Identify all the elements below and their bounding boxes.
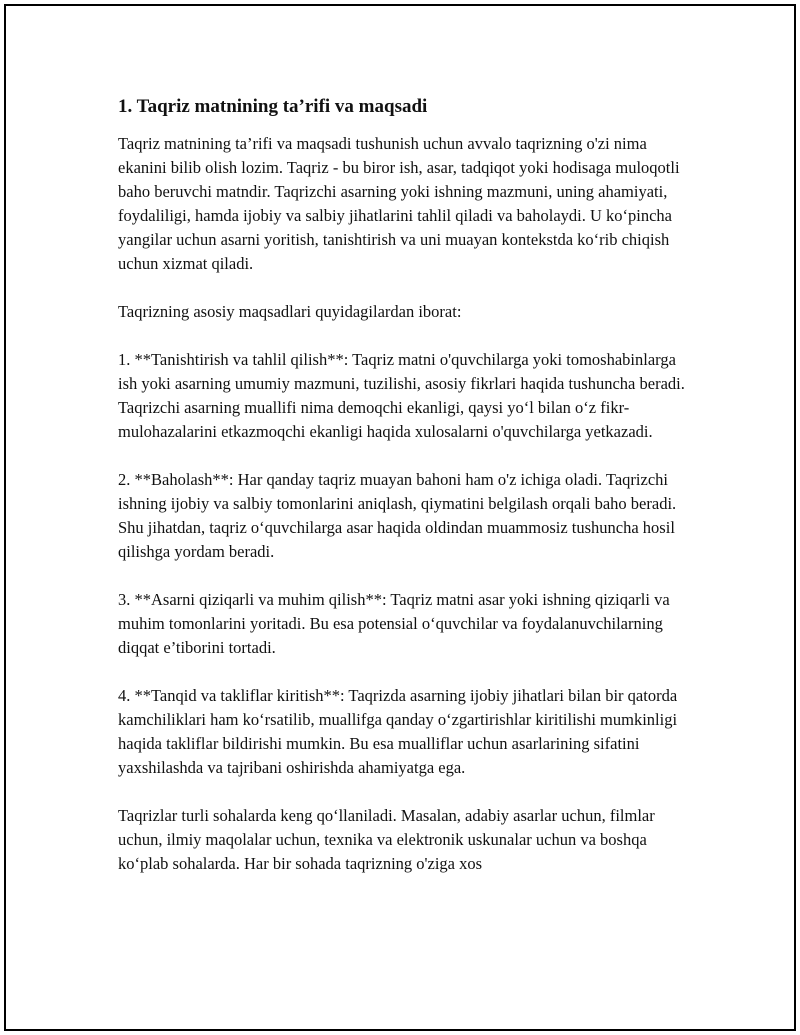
- paragraph-goal-4: 4. **Tanqid va takliflar kiritish**: Taqrizda asarning ijobiy jihatlari bilan bir qatorda kamchiliklari ham ko‘rsatilib, muallifga qanday o‘zgartirishlar kiritilishi mumkinligi haqida takliflar bildirishi mumkin. Bu esa mualliflar uchun asarlarining sifatini yaxshilashda va tajribani oshirishda ahamiyatga ega.: [118, 686, 678, 777]
- paragraph-usage: Taqrizlar turli sohalarda keng qo‘llaniladi. Masalan, adabiy asarlar uchun, filmlar uchun, ilmiy maqolalar uchun, texnika va elektronik uskunalar uchun va boshqa ko‘plab sohalarda. Har bir sohada taqrizning o'ziga xos: [118, 806, 655, 873]
- paragraph-goal-1: 1. **Tanishtirish va tahlil qilish**: Taqriz matni o'quvchilarga yoki tomoshabinlarga ish yoki asarning umumiy mazmuni, tuzilishi, asosiy fikrlari haqida tushuncha beradi. Taqrizchi asarning muallifi nima demoqchi ekanligi, qaysi yo‘l bilan o‘z fikr-mulohazalarini etkazmoqchi ekanligi haqida xulosalarni o'quvchilarga yetkazadi.: [118, 350, 685, 441]
- section-heading: 1. Taqriz matnining ta’rifi va maqsadi: [118, 96, 428, 117]
- document-body: [118, 94, 698, 876]
- paragraph-goal-3: 3. **Asarni qiziqarli va muhim qilish**: Taqriz matni asar yoki ishning qiziqarli va muhim tomonlarini yoritadi. Bu esa potensial o‘quvchilar va foydalanuvchilarning diqqat e’tiborini tortadi.: [118, 590, 670, 657]
- paragraph-goals-intro: Taqrizning asosiy maqsadlari quyidagilardan iborat:: [118, 302, 462, 321]
- paragraph-definition: Taqriz matnining ta’rifi va maqsadi tushunish uchun avvalo taqrizning o'zi nima ekanini bilib olish lozim. Taqriz - bu biror ish, asar, tadqiqot yoki hodisaga muloqotli baho beruvchi matndir. Taqrizchi asarning yoki ishning mazmuni, uning ahamiyati, foydaliligi, hamda ijobiy va salbiy jihatlarini tahlil qiladi va baholaydi. U ko‘pincha yangilar uchun asarni yoritish, tanishtirish va uni muayan kontekstda ko‘rib chiqish uchun xizmat qiladi.: [118, 134, 680, 273]
- paragraph-goal-2: 2. **Baholash**: Har qanday taqriz muayan bahoni ham o'z ichiga oladi. Taqrizchi ishning ijobiy va salbiy tomonlarini aniqlash, qiymatini belgilash orqali baho beradi. Shu jihatdan, taqriz o‘quvchilarga asar haqida oldindan muammosiz tushuncha hosil qilishga yordam beradi.: [118, 470, 677, 561]
